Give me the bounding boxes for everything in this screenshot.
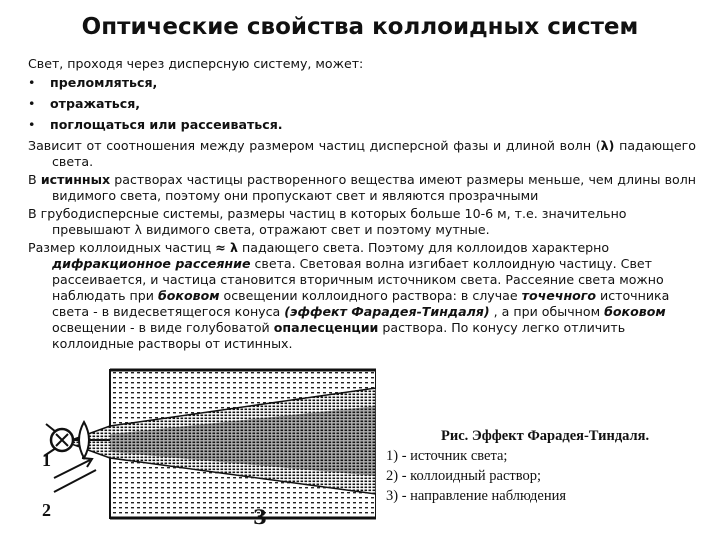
figure-label-3: 3 — [253, 505, 267, 529]
bullet-icon: • — [28, 96, 36, 111]
caption-line: 3) - направление наблюдения — [386, 488, 567, 504]
figure-label-2: 2 — [42, 500, 51, 520]
bullet-icon: • — [28, 117, 36, 132]
paragraph-coarse-systems: В грубодисперсные системы, размеры частиц в которых больше 10-6 м, т.е. значительно превышают λ видимого света, отражают свет и поэтому мутные. — [28, 206, 627, 237]
figure-caption — [386, 426, 649, 506]
caption-title: Рис. Эффект Фарадея-Тиндаля. — [441, 428, 650, 444]
tyndall-figure — [40, 366, 376, 528]
intro-text: Свет, проходя через дисперсную систему, может: — [28, 56, 364, 71]
bullet-item: • поглощаться или рассеиваться. — [28, 117, 283, 132]
figure-label-1: 1 — [42, 450, 51, 470]
caption-line: 1) - источник света; — [386, 448, 508, 464]
main-text — [28, 56, 696, 354]
lens-icon — [79, 422, 89, 458]
bullet-item: • преломляться, — [28, 75, 158, 90]
paragraph-wavelength: Зависит от соотношения между размером частиц дисперсной фазы и длиной волн (λ) падающего света. — [28, 138, 696, 169]
bullet-icon: • — [28, 75, 36, 90]
bullet-item: • отражаться, — [28, 96, 141, 111]
page-title: Оптические свойства коллоидных систем — [81, 14, 639, 40]
observation-arrow-icon — [54, 458, 96, 492]
caption-line: 2) - коллоидный раствор; — [386, 468, 542, 484]
paragraph-true-solutions: В истинных растворах частицы растворенного вещества имеют размеры меньше, чем длины волн видимого света, поэтому они пропускают свет и являются прозрачными — [28, 172, 696, 203]
paragraph-colloids: Размер коллоидных частиц ≈ λ падающего света. Поэтому для коллоидов характерно дифракционное рассеяние света. Световая волна изгибает коллоидную частицу. Свет рассеивается, и частица становится вторичным источником света. Рассеяние света можно наблюдать при боковом освещении коллоидного раствора: в случае точечного источника света - в видесветящегося конуса (эффект Фарадея-Тиндаля) , а при обычном боковом освещении - в виде голубоватой опалесценции раствора. По конусу легко отличить коллоидные растворы от истинных. — [28, 240, 670, 351]
